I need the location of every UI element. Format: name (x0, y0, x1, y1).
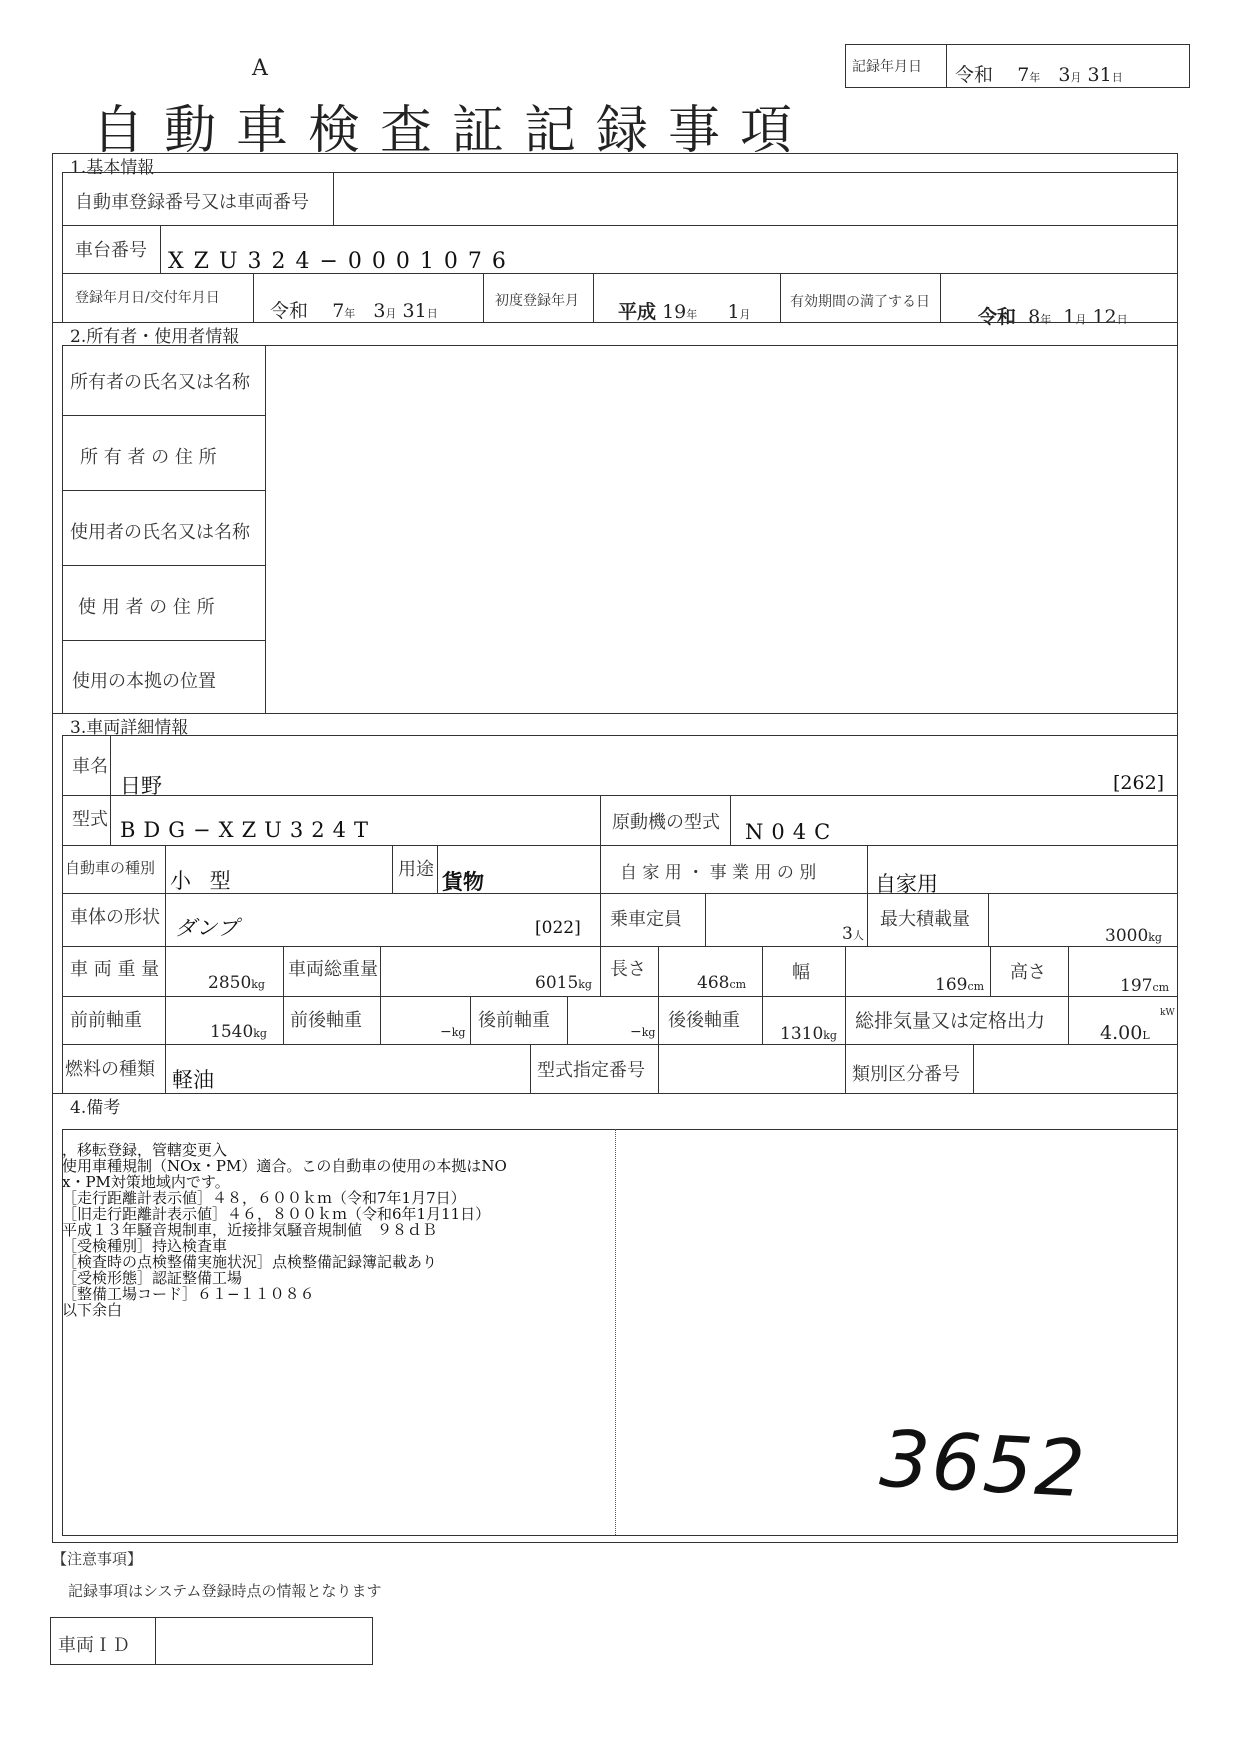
base-label: 使用の本拠の位置 (72, 671, 216, 692)
owner-name-label: 所有者の氏名又は名称 (70, 372, 250, 393)
section-vehicle-header: 3.車両詳細情報 (70, 718, 189, 738)
user-name-label: 使用者の氏名又は名称 (70, 522, 250, 543)
fuel-value: 軽油 (172, 1068, 214, 1092)
vehicle-id-label: 車両ＩＤ (58, 1635, 130, 1656)
fr-axle-label: 前後軸重 (290, 1010, 362, 1031)
private-value: 自家用 (875, 872, 938, 896)
designation-label: 型式指定番号 (537, 1060, 645, 1081)
kw-unit: kW (1160, 1008, 1175, 1018)
section-remarks-header: 4.備考 (70, 1098, 121, 1118)
category-label: 類別区分番号 (852, 1064, 960, 1085)
remarks-list (62, 1142, 507, 1318)
displacement-value: 4.00L (1100, 1022, 1150, 1044)
engine-label: 原動機の型式 (612, 812, 720, 833)
reg-number-label: 自動車登録番号又は車両番号 (75, 192, 309, 213)
model-value: BDG−XZU324T (120, 818, 376, 842)
gross-label: 車両総重量 (288, 959, 378, 980)
copy-mark: A (252, 56, 268, 81)
length-value: 468cm (697, 973, 747, 993)
displacement-label: 総排気量又は定格出力 (855, 1010, 1046, 1032)
remarks-line: ［走行距離計表示値］４８，６００ｋｍ（令和7年1月7日） (62, 1189, 466, 1207)
rf-axle-label: 後前軸重 (478, 1010, 550, 1031)
ff-axle-label: 前前軸重 (70, 1010, 142, 1031)
first-reg-label: 初度登録年月 (495, 293, 579, 309)
page-title: 自動車検査証記録事項 (92, 101, 813, 161)
remarks-line: x・PM対策地域内です。 (62, 1173, 230, 1191)
remarks-line: ［整備工場コード］６１−１１０８６ (62, 1285, 315, 1303)
body-code: [022] (535, 918, 581, 938)
notes-text: 記録事項はシステム登録時点の情報となります (68, 1582, 382, 1600)
first-reg-value: 平成 19年 1月 (618, 301, 751, 323)
remarks-line: ［旧走行距離計表示値］４６，８００ｋｍ（令和6年1月11日） (62, 1205, 491, 1223)
body-value: ダンプ (175, 916, 239, 940)
remarks-line: ［検査時の点検整備実施状況］点検整備記録簿記載あり (62, 1253, 438, 1271)
weight-label: 車 両 重 量 (70, 959, 160, 980)
remarks-line: 平成１３年騒音規制車，近接排気騒音規制値 ９８ｄＢ (62, 1221, 438, 1239)
remarks-line: ，移転登録，管轄変更入 (62, 1141, 228, 1159)
rf-axle-value: −kg (630, 1024, 656, 1040)
body-label: 車体の形状 (70, 907, 160, 928)
record-date-label: 記録年月日 (852, 59, 922, 75)
vehicle-name-label: 車名 (72, 756, 108, 777)
record-date-value: 令和 7年 3月 31日 (955, 64, 1123, 86)
remarks-line: 使用車種規制（NOx・PM）適合。この自動車の使用の本拠はNO (62, 1157, 507, 1175)
ff-axle-value: 1540kg (210, 1022, 267, 1042)
expiry-value: 令和 8年 1月 12日 (978, 306, 1128, 328)
model-label: 型式 (72, 809, 108, 830)
width-value: 169cm (935, 975, 985, 995)
user-address-label: 使 用 者 の 住 所 (78, 597, 215, 618)
chassis-value: XZU324−0001076 (168, 249, 516, 274)
expiry-label: 有効期間の満了する日 (790, 294, 930, 310)
max-load-label: 最大積載量 (880, 909, 970, 930)
purpose-value: 貨物 (442, 869, 484, 894)
height-label: 高さ (1010, 962, 1046, 983)
section-owner-header: 2.所有者・使用者情報 (70, 327, 240, 347)
height-value: 197cm (1120, 976, 1170, 996)
rr-axle-label: 後後軸重 (668, 1010, 740, 1031)
rr-axle-value: 1310kg (780, 1024, 837, 1044)
purpose-label: 用途 (398, 859, 434, 880)
reg-date-label: 登録年月日/交付年月日 (75, 290, 220, 306)
gross-value: 6015kg (535, 973, 592, 993)
fuel-label: 燃料の種類 (65, 1059, 155, 1080)
handwritten-number: 3652 (877, 1414, 1089, 1516)
fr-axle-value: −kg (440, 1024, 466, 1040)
width-label: 幅 (792, 962, 810, 983)
vehicle-name-code: [262] (1113, 772, 1165, 794)
owner-address-label: 所 有 者 の 住 所 (80, 447, 217, 468)
reg-date-value: 令和 7年 3月 31日 (270, 300, 438, 322)
max-load-value: 3000kg (1105, 926, 1162, 946)
private-label: 自 家 用 ・ 事 業 用 の 別 (620, 863, 817, 883)
length-label: 長さ (610, 959, 646, 980)
chassis-label: 車台番号 (75, 240, 147, 261)
remarks-line: ［受検種別］持込検査車 (62, 1237, 228, 1255)
weight-value: 2850kg (208, 973, 265, 993)
notes-title: 【注意事項】 (52, 1550, 143, 1568)
remarks-line: ［受検形態］認証整備工場 (62, 1269, 243, 1287)
engine-value: N04C (745, 820, 839, 844)
remarks-line: 以下余白 (62, 1301, 123, 1319)
capacity-value: 3人 (842, 924, 864, 944)
section-basic-header: 1.基本情報 (70, 158, 155, 178)
type-label: 自動車の種別 (65, 859, 156, 877)
capacity-label: 乗車定員 (610, 909, 682, 930)
type-value: 小 型 (170, 869, 237, 893)
vehicle-name-value: 日野 (120, 774, 162, 798)
